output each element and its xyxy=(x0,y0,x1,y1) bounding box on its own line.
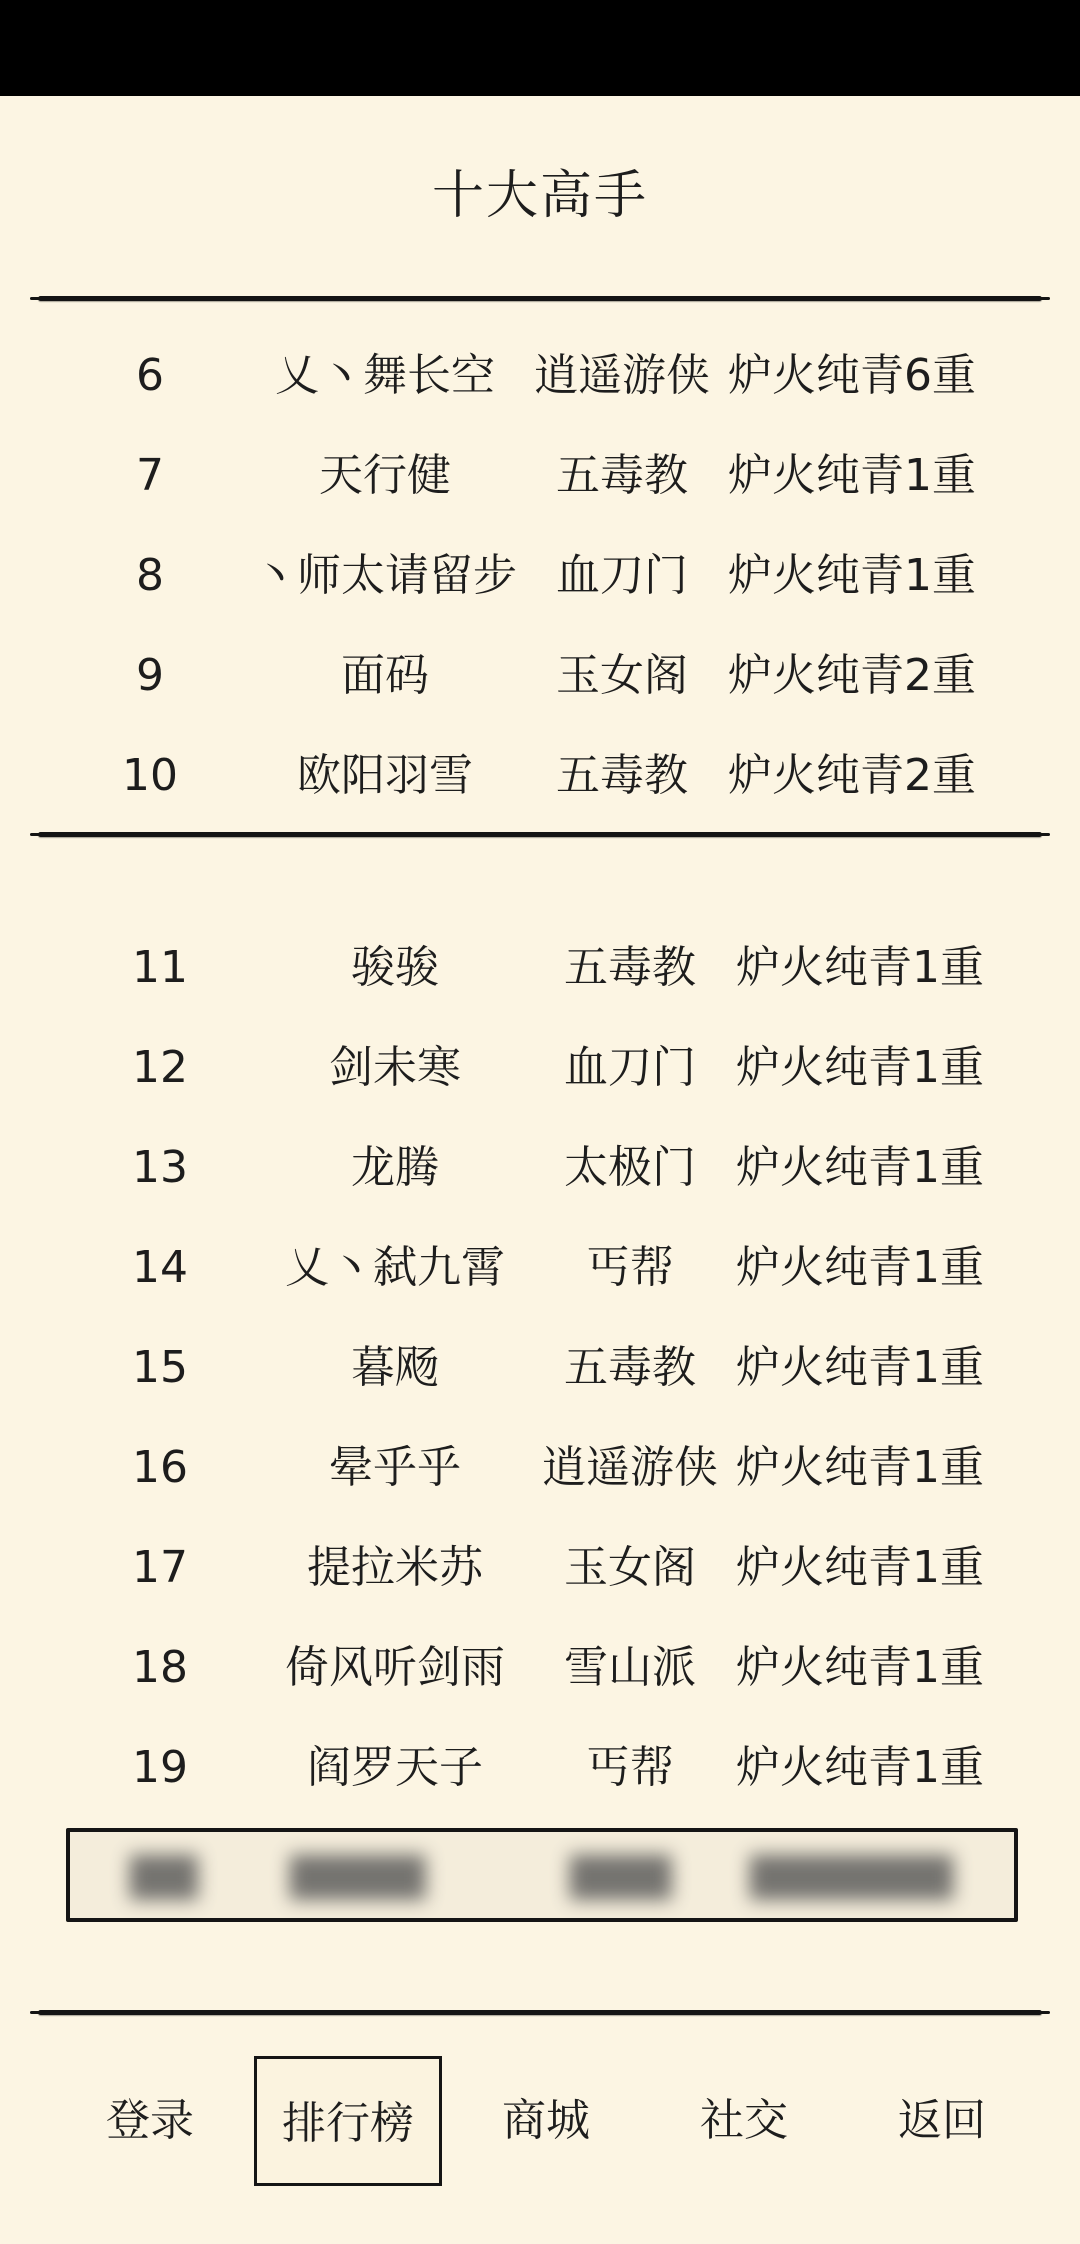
sect-cell: 丐帮 xyxy=(586,1242,674,1293)
sect-cell: 逍遥游侠 xyxy=(542,1442,718,1493)
sect-cell: 五毒教 xyxy=(564,942,696,993)
list-item[interactable] xyxy=(0,726,1080,826)
player-name-cell: 龙腾 xyxy=(351,1142,439,1193)
player-name-cell: 丶师太请留步 xyxy=(253,550,517,601)
leaderboard-page xyxy=(0,96,1080,2244)
sect-cell: 太极门 xyxy=(564,1142,696,1193)
player-name-cell: 欧阳羽雪 xyxy=(297,750,473,801)
status-bar xyxy=(0,0,1080,96)
level-cell: 炉火纯青1重 xyxy=(736,1642,984,1693)
level-cell: 炉火纯青2重 xyxy=(728,650,976,701)
player-name-cell: 骏骏 xyxy=(351,942,439,993)
divider-bottom xyxy=(38,2010,1042,2015)
sect-cell: 丐帮 xyxy=(586,1742,674,1793)
list-item[interactable] xyxy=(0,1618,1080,1718)
nav-leaderboard-button[interactable]: 排行榜 xyxy=(254,2056,442,2186)
list-item[interactable] xyxy=(0,326,1080,426)
list-item[interactable] xyxy=(0,1318,1080,1418)
sect-cell: 五毒教 xyxy=(564,1342,696,1393)
sect-cell: 逍遥游侠 xyxy=(534,350,710,401)
rank-cell: 9 xyxy=(136,650,164,701)
divider-top xyxy=(38,296,1042,301)
list-item[interactable] xyxy=(0,1018,1080,1118)
sect-cell: 五毒教 xyxy=(556,450,688,501)
sect-cell: 血刀门 xyxy=(556,550,688,601)
own-sect-cell-redacted: ▇▇▇ xyxy=(570,1849,672,1900)
player-name-cell: 倚风听剑雨 xyxy=(285,1642,505,1693)
player-name-cell: 晕乎乎 xyxy=(329,1442,461,1493)
rank-cell: 13 xyxy=(132,1142,188,1193)
sect-cell: 五毒教 xyxy=(556,750,688,801)
list-item[interactable] xyxy=(0,1518,1080,1618)
rank-cell: 18 xyxy=(132,1642,188,1693)
list-item[interactable] xyxy=(0,1118,1080,1218)
own-level-cell-redacted: ▇▇▇▇▇▇ xyxy=(750,1849,954,1900)
player-name-cell: 暮飏 xyxy=(351,1342,439,1393)
player-name-cell: 面码 xyxy=(341,650,429,701)
own-rank-row xyxy=(66,1828,1018,1922)
level-cell: 炉火纯青1重 xyxy=(736,1042,984,1093)
rank-cell: 12 xyxy=(132,1042,188,1093)
nav-social-button[interactable]: 社交 xyxy=(700,2095,788,2146)
level-cell: 炉火纯青2重 xyxy=(728,750,976,801)
player-name-cell: 阎罗天子 xyxy=(307,1742,483,1793)
rank-cell: 17 xyxy=(132,1542,188,1593)
rank-cell: 10 xyxy=(122,750,178,801)
level-cell: 炉火纯青1重 xyxy=(736,942,984,993)
level-cell: 炉火纯青6重 xyxy=(728,350,976,401)
page-title: 十大高手 xyxy=(431,166,648,226)
list-item[interactable] xyxy=(0,1718,1080,1818)
rank-cell: 11 xyxy=(132,942,188,993)
rank-cell: 19 xyxy=(132,1742,188,1793)
rank-cell: 15 xyxy=(132,1342,188,1393)
list-item[interactable] xyxy=(0,526,1080,626)
list-item[interactable] xyxy=(0,1218,1080,1318)
rank-cell: 14 xyxy=(132,1242,188,1293)
rank-cell: 16 xyxy=(132,1442,188,1493)
level-cell: 炉火纯青1重 xyxy=(736,1542,984,1593)
player-name-cell: 提拉米苏 xyxy=(307,1542,483,1593)
sect-cell: 玉女阁 xyxy=(556,650,688,701)
list-item[interactable] xyxy=(0,426,1080,526)
sect-cell: 雪山派 xyxy=(564,1642,696,1693)
list-item[interactable] xyxy=(0,626,1080,726)
nav-shop-button[interactable]: 商城 xyxy=(502,2095,590,2146)
list-item[interactable] xyxy=(0,918,1080,1018)
nav-back-button[interactable]: 返回 xyxy=(898,2095,986,2146)
nav-login-button[interactable]: 登录 xyxy=(106,2095,194,2146)
level-cell: 炉火纯青1重 xyxy=(736,1442,984,1493)
own-rank-cell-redacted: ▇▇ xyxy=(130,1849,198,1900)
player-name-cell: 乂丶弑九霄 xyxy=(285,1242,505,1293)
level-cell: 炉火纯青1重 xyxy=(728,550,976,601)
rank-cell: 6 xyxy=(136,350,164,401)
rank-cell: 7 xyxy=(136,450,164,501)
sect-cell: 玉女阁 xyxy=(564,1542,696,1593)
level-cell: 炉火纯青1重 xyxy=(728,450,976,501)
sect-cell: 血刀门 xyxy=(564,1042,696,1093)
level-cell: 炉火纯青1重 xyxy=(736,1742,984,1793)
bottom-nav xyxy=(0,2056,1080,2186)
player-name-cell: 剑未寒 xyxy=(329,1042,461,1093)
level-cell: 炉火纯青1重 xyxy=(736,1142,984,1193)
level-cell: 炉火纯青1重 xyxy=(736,1342,984,1393)
player-name-cell: 乂丶舞长空 xyxy=(275,350,495,401)
level-cell: 炉火纯青1重 xyxy=(736,1242,984,1293)
player-name-cell: 天行健 xyxy=(319,450,451,501)
own-name-cell-redacted: ▇▇▇▇ xyxy=(290,1849,426,1900)
list-item[interactable] xyxy=(0,1418,1080,1518)
rank-cell: 8 xyxy=(136,550,164,601)
divider-middle xyxy=(38,832,1042,837)
